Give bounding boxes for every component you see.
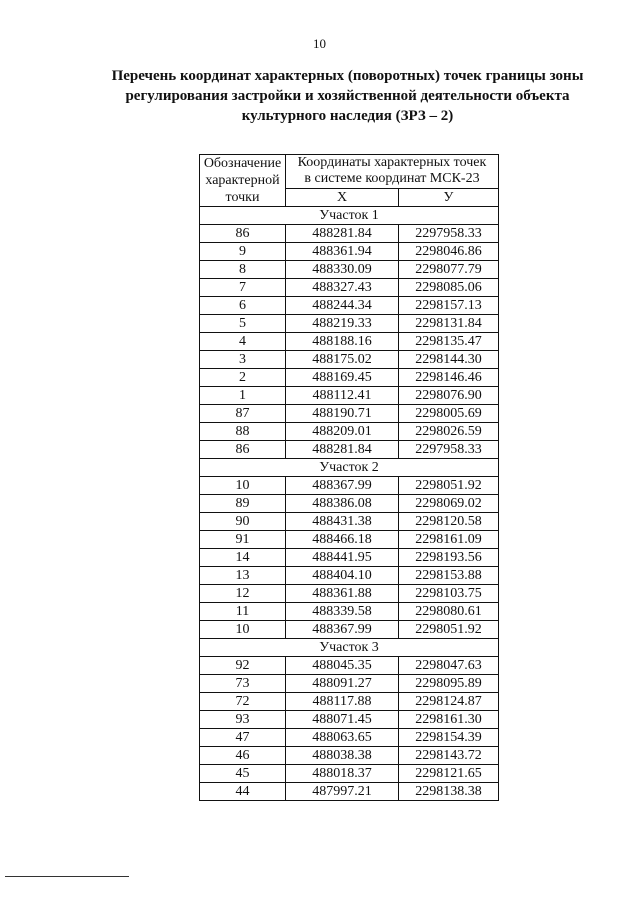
x-coordinate-cell: 488386.08	[286, 495, 399, 513]
point-number-cell: 9	[200, 243, 286, 261]
y-coordinate-cell: 2298135.47	[399, 333, 499, 351]
table-row	[200, 747, 499, 765]
y-coordinate-cell: 2298161.09	[399, 531, 499, 549]
table-row	[200, 711, 499, 729]
table-row	[200, 783, 499, 801]
table-row	[200, 243, 499, 261]
point-number-cell: 89	[200, 495, 286, 513]
x-coordinate-cell: 488219.33	[286, 315, 399, 333]
point-number-cell: 4	[200, 333, 286, 351]
x-coordinate-cell: 488330.09	[286, 261, 399, 279]
point-number-cell: 91	[200, 531, 286, 549]
y-coordinate-cell: 2298161.30	[399, 711, 499, 729]
point-number-cell: 2	[200, 369, 286, 387]
header-coordinates	[286, 155, 499, 189]
title-line: культурного наследия (ЗРЗ – 2)	[241, 108, 454, 124]
x-coordinate-cell: 488190.71	[286, 405, 399, 423]
table-row	[200, 315, 499, 333]
y-coordinate-cell: 2298046.86	[399, 243, 499, 261]
x-coordinate-cell: 488367.99	[286, 477, 399, 495]
table-row	[200, 513, 499, 531]
x-coordinate-cell: 488091.27	[286, 675, 399, 693]
y-coordinate-cell: 2298095.89	[399, 675, 499, 693]
table-row	[200, 225, 499, 243]
point-number-cell: 47	[200, 729, 286, 747]
section-row	[200, 639, 499, 657]
point-number-cell: 92	[200, 657, 286, 675]
y-coordinate-cell: 2298144.30	[399, 351, 499, 369]
table-row	[200, 441, 499, 459]
coordinates-table	[199, 154, 499, 801]
x-coordinate-cell: 488117.88	[286, 693, 399, 711]
y-coordinate-cell: 2298193.56	[399, 549, 499, 567]
header-line: точки	[225, 190, 260, 205]
x-coordinate-cell: 488112.41	[286, 387, 399, 405]
x-coordinate-cell: 488281.84	[286, 441, 399, 459]
y-coordinate-cell: 2297958.33	[399, 225, 499, 243]
point-number-cell: 6	[200, 297, 286, 315]
header-line: Обозначение	[203, 156, 282, 171]
y-coordinate-cell: 2298005.69	[399, 405, 499, 423]
table-row	[200, 423, 499, 441]
point-number-cell: 45	[200, 765, 286, 783]
y-coordinate-cell: 2298120.58	[399, 513, 499, 531]
point-number-cell: 10	[200, 477, 286, 495]
table-row	[200, 675, 499, 693]
table-header-row	[200, 155, 499, 189]
y-coordinate-cell: 2298085.06	[399, 279, 499, 297]
section-title: Участок 2	[200, 459, 499, 477]
y-coordinate-cell: 2298143.72	[399, 747, 499, 765]
y-coordinate-cell: 2298154.39	[399, 729, 499, 747]
x-coordinate-cell: 488361.94	[286, 243, 399, 261]
point-number-cell: 86	[200, 441, 286, 459]
table-row	[200, 495, 499, 513]
header-point-designation	[200, 155, 286, 207]
table-row	[200, 567, 499, 585]
table-row	[200, 585, 499, 603]
point-number-cell: 13	[200, 567, 286, 585]
y-coordinate-cell: 2298153.88	[399, 567, 499, 585]
point-number-cell: 14	[200, 549, 286, 567]
section-row	[200, 459, 499, 477]
point-number-cell: 1	[200, 387, 286, 405]
document-title	[100, 66, 595, 126]
table-row	[200, 657, 499, 675]
table-row	[200, 693, 499, 711]
point-number-cell: 88	[200, 423, 286, 441]
x-coordinate-cell: 488169.45	[286, 369, 399, 387]
table-row	[200, 729, 499, 747]
x-coordinate-cell: 488175.02	[286, 351, 399, 369]
y-coordinate-cell: 2298051.92	[399, 477, 499, 495]
y-coordinate-cell: 2298051.92	[399, 621, 499, 639]
point-number-cell: 90	[200, 513, 286, 531]
table-row	[200, 261, 499, 279]
x-coordinate-cell: 488367.99	[286, 621, 399, 639]
y-coordinate-cell: 2298026.59	[399, 423, 499, 441]
x-coordinate-cell: 488361.88	[286, 585, 399, 603]
header-line: характерной	[205, 173, 280, 188]
y-coordinate-cell: 2298121.65	[399, 765, 499, 783]
table-row	[200, 531, 499, 549]
table-row	[200, 279, 499, 297]
table-row	[200, 351, 499, 369]
y-coordinate-cell: 2298146.46	[399, 369, 499, 387]
point-number-cell: 5	[200, 315, 286, 333]
y-coordinate-cell: 2297958.33	[399, 441, 499, 459]
x-coordinate-cell: 488244.34	[286, 297, 399, 315]
x-coordinate-cell: 487997.21	[286, 783, 399, 801]
x-coordinate-cell: 488466.18	[286, 531, 399, 549]
x-coordinate-cell: 488339.58	[286, 603, 399, 621]
x-coordinate-cell: 488327.43	[286, 279, 399, 297]
table-row	[200, 369, 499, 387]
x-coordinate-cell: 488404.10	[286, 567, 399, 585]
header-line: в системе координат МСК-23	[304, 171, 480, 187]
point-number-cell: 11	[200, 603, 286, 621]
table-row	[200, 477, 499, 495]
point-number-cell: 10	[200, 621, 286, 639]
table-row	[200, 405, 499, 423]
table-row	[200, 387, 499, 405]
point-number-cell: 7	[200, 279, 286, 297]
x-coordinate-cell: 488188.16	[286, 333, 399, 351]
page-number: 10	[313, 36, 326, 51]
y-coordinate-cell: 2298103.75	[399, 585, 499, 603]
header-x: X	[286, 188, 399, 206]
table-row	[200, 333, 499, 351]
point-number-cell: 72	[200, 693, 286, 711]
section-row	[200, 207, 499, 225]
x-coordinate-cell: 488038.38	[286, 747, 399, 765]
x-coordinate-cell: 488063.65	[286, 729, 399, 747]
x-coordinate-cell: 488209.01	[286, 423, 399, 441]
section-title: Участок 1	[200, 207, 499, 225]
point-number-cell: 12	[200, 585, 286, 603]
x-coordinate-cell: 488071.45	[286, 711, 399, 729]
header-line: Координаты характерных точек	[297, 155, 487, 171]
x-coordinate-cell: 488045.35	[286, 657, 399, 675]
table-row	[200, 603, 499, 621]
section-title: Участок 3	[200, 639, 499, 657]
header-y: У	[399, 188, 499, 206]
title-line: Перечень координат характерных (поворотных) точек границы зоны	[111, 68, 584, 84]
title-line: регулирования застройки и хозяйственной деятельности объекта	[125, 88, 570, 104]
table-row	[200, 549, 499, 567]
point-number-cell: 86	[200, 225, 286, 243]
x-coordinate-cell: 488281.84	[286, 225, 399, 243]
footnote-divider	[5, 876, 129, 877]
point-number-cell: 93	[200, 711, 286, 729]
point-number-cell: 44	[200, 783, 286, 801]
point-number-cell: 8	[200, 261, 286, 279]
y-coordinate-cell: 2298076.90	[399, 387, 499, 405]
coordinates-table-body	[200, 155, 499, 801]
y-coordinate-cell: 2298124.87	[399, 693, 499, 711]
point-number-cell: 3	[200, 351, 286, 369]
point-number-cell: 46	[200, 747, 286, 765]
y-coordinate-cell: 2298131.84	[399, 315, 499, 333]
point-number-cell: 87	[200, 405, 286, 423]
table-row	[200, 297, 499, 315]
point-number-cell: 73	[200, 675, 286, 693]
x-coordinate-cell: 488431.38	[286, 513, 399, 531]
y-coordinate-cell: 2298138.38	[399, 783, 499, 801]
y-coordinate-cell: 2298047.63	[399, 657, 499, 675]
y-coordinate-cell: 2298080.61	[399, 603, 499, 621]
y-coordinate-cell: 2298077.79	[399, 261, 499, 279]
table-row	[200, 765, 499, 783]
y-coordinate-cell: 2298069.02	[399, 495, 499, 513]
x-coordinate-cell: 488018.37	[286, 765, 399, 783]
x-coordinate-cell: 488441.95	[286, 549, 399, 567]
y-coordinate-cell: 2298157.13	[399, 297, 499, 315]
table-row	[200, 621, 499, 639]
